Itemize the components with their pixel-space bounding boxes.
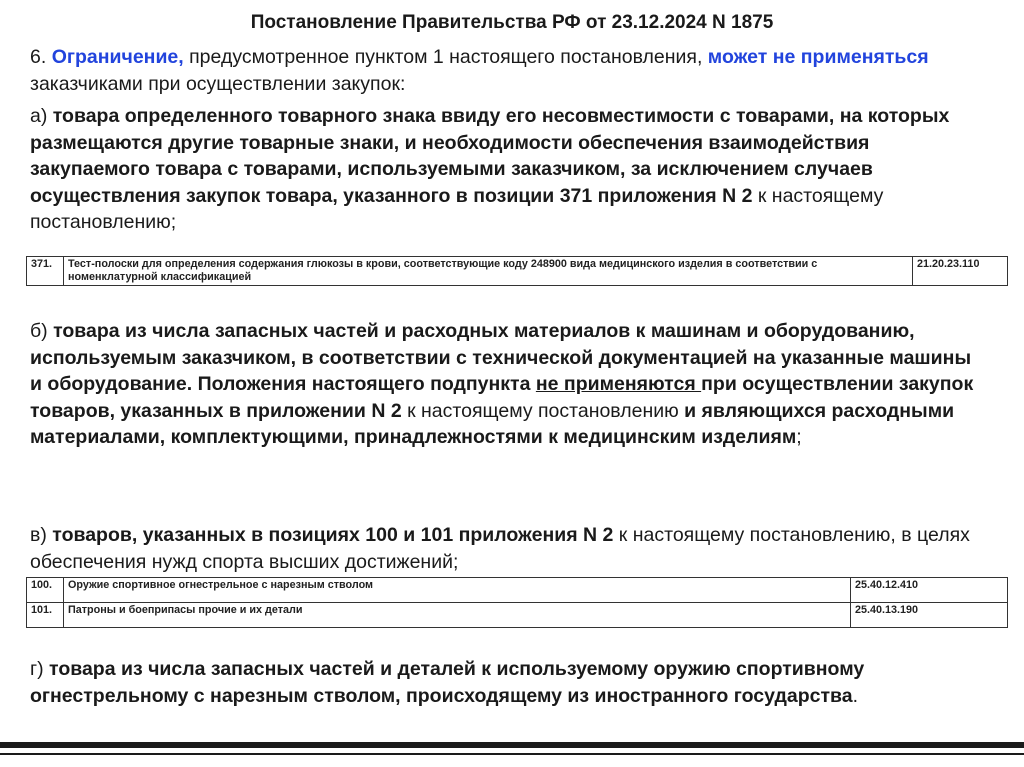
paragraph-number: 6.: [30, 46, 52, 68]
positions-table-371: [26, 256, 1008, 286]
position-code: 25.40.13.190: [851, 603, 1008, 628]
subparagraph-a: [30, 103, 985, 236]
table-row: [27, 603, 1008, 628]
subparagraph-b: [30, 318, 985, 451]
position-number: 101.: [27, 603, 64, 628]
keyword-restriction: Ограничение,: [51, 46, 184, 68]
position-name: Оружие спортивное огнестрельное с нарезным стволом: [64, 578, 851, 603]
position-number: 100.: [27, 578, 64, 603]
table-row: [27, 257, 1008, 286]
subparagraph-bold-text: и являющихся расходными материалами, комплектующими, принадлежностями к медицинским изделиям: [30, 399, 955, 448]
subparagraph-tail: к настоящему постановлению, в целях обеспечения нужд спорта высших достижений;: [30, 524, 970, 573]
footer-divider: [0, 742, 1024, 748]
keyword-may-not-apply: может не применяться: [707, 46, 929, 68]
subparagraph-tail: .: [852, 684, 858, 707]
positions-table-100-101: [26, 577, 1008, 628]
footer-divider-thin: [0, 753, 1024, 755]
paragraph-text: предусмотренное пунктом 1 настоящего постановления,: [183, 46, 708, 68]
subparagraph-text: к настоящему постановлению: [401, 399, 679, 422]
subparagraph-tail: ;: [796, 426, 802, 448]
paragraph-6: [30, 44, 985, 97]
subparagraph-bold-text: при осуществлении закупок товаров, указанных в приложении N 2: [30, 373, 974, 422]
subparagraph-bold-text: товара определенного товарного знака ввиду его несовместимости с товарами, на которых размещаются другие товарные знаки, и необходимости обеспечения взаимодействия закупаемого товара с товарами, используемыми заказчиком, за исключением случаев осуществления закупок товара, указанного в позиции 371 приложения N 2: [30, 105, 950, 207]
table-row: [27, 578, 1008, 603]
subparagraph-letter: б): [30, 320, 54, 342]
subparagraph-bold-text: товара из числа запасных частей и расходных материалов к машинам и оборудованию, используемым заказчиком, в соответствии с технической документацией на указанные машины и оборудование. Положения настоящего подпункта: [30, 320, 972, 395]
subparagraph-bold-text: товаров, указанных в позициях 100 и 101 приложения N 2: [52, 524, 614, 546]
underlined-not-applied: не применяются: [535, 373, 702, 395]
subparagraph-v: [30, 522, 985, 575]
position-number: 371.: [27, 257, 64, 286]
subparagraph-g: [30, 656, 985, 709]
subparagraph-tail: к настоящему постановлению;: [30, 184, 884, 233]
subparagraph-bold-text: товара из числа запасных частей и деталей к используемому оружию спортивному огнестрельному с нарезным стволом, происходящему из иностранного государства: [30, 658, 865, 707]
subparagraph-letter: г): [30, 658, 50, 680]
page-title: Постановление Правительства РФ от 23.12.2024 N 1875: [250, 12, 774, 33]
position-name: Патроны и боеприпасы прочие и их детали: [64, 603, 851, 628]
position-name: Тест-полоски для определения содержания глюкозы в крови, соответствующие коду 248900 вида медицинского изделия в соответствии с номенклатурной классификацией: [64, 257, 913, 286]
subparagraph-letter: а): [30, 105, 53, 127]
position-code: 21.20.23.110: [913, 257, 1008, 286]
paragraph-text: заказчиками при осуществлении закупок:: [30, 72, 406, 95]
subparagraph-letter: в): [30, 524, 53, 546]
position-code: 25.40.12.410: [851, 578, 1008, 603]
